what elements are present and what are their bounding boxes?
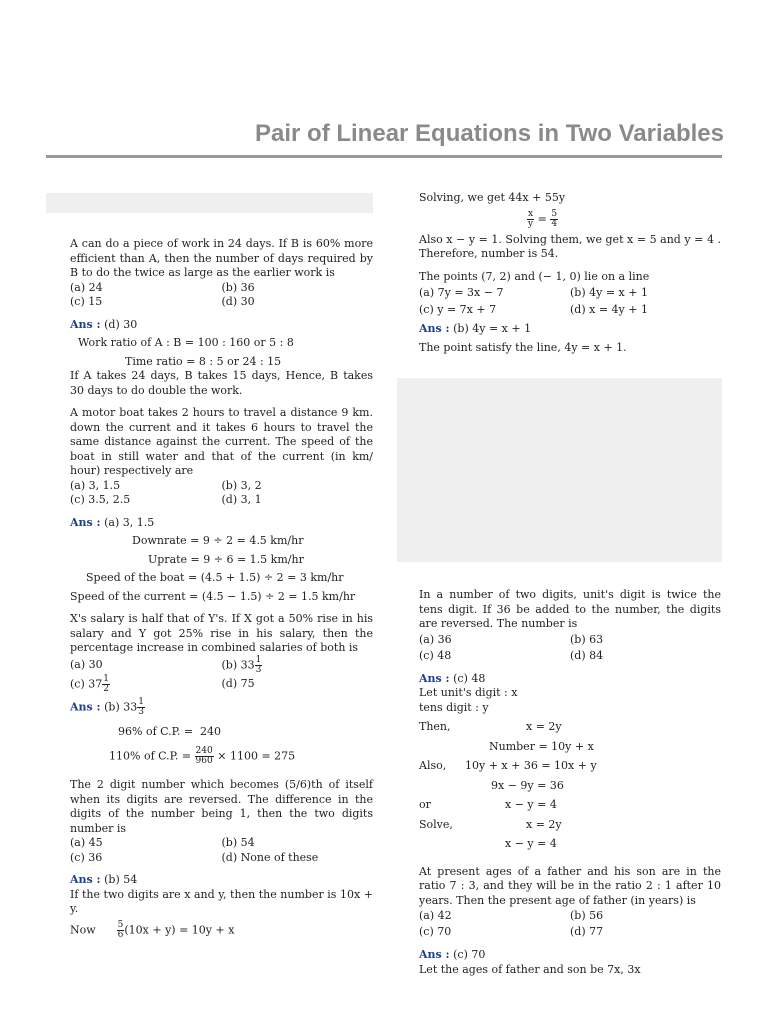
solution-line: 110% of C.P. = $\frac{240}{960}$ × 1100 = 275 xyxy=(109,746,296,766)
answer-label: Ans : xyxy=(419,948,450,961)
option-b: (b) 33 $\frac{1}{3}$ xyxy=(221,654,262,675)
solution-line: The point satisfy the line, 4y = x + 1. xyxy=(419,340,627,354)
option-d: (d) 77 xyxy=(570,925,604,938)
solution-line: Let unit's digit : x xyxy=(419,686,518,699)
question-text: A motor boat takes 2 hours to travel a distance 9 km. down the current and it takes 6 hours to travel the same distance against the current. The speed of the boat in still water and that of the current (in km/ hour) respectively are xyxy=(70,406,373,477)
answer-label: Ans : xyxy=(70,873,101,886)
option-a: (a) 45 xyxy=(70,836,103,849)
equation-row: or x − y = 4 xyxy=(419,798,557,811)
option-b: (b) 4y = x + 1 xyxy=(570,286,648,299)
option-a: (a) 24 xyxy=(70,280,103,294)
answer-value: (b) 33 xyxy=(104,700,138,713)
answer-value: (b) 54 xyxy=(104,873,138,886)
answer-label: Ans : xyxy=(70,515,101,529)
answer xyxy=(70,873,373,888)
question-4 xyxy=(70,778,373,940)
title-rule xyxy=(46,155,722,158)
solution-line: Also x − y = 1. Solving them, we get x = 5 and y = 4 . Therefore, number is 54. xyxy=(419,232,721,260)
answer-value: (c) 48 xyxy=(453,671,486,685)
answer-value: (d) 30 xyxy=(104,317,138,331)
question-text: The 2 digit number which becomes (5/6)th of itself when its digits are reversed. The difference in the digits of the number being 1, then the two digits number is xyxy=(70,778,373,835)
question-7 xyxy=(419,865,721,978)
option-d: (d) 3, 1 xyxy=(221,493,262,506)
answer-label: Ans : xyxy=(419,322,450,335)
equation-row: Number = 10y + x xyxy=(489,739,594,753)
fraction: $\frac{240}{960}$ xyxy=(195,746,213,766)
question-6 xyxy=(419,588,721,852)
solution-line: 96% of C.P. = 240 xyxy=(118,724,222,738)
solution-line: Let the ages of father and son be 7x, 3x xyxy=(419,962,641,976)
question-text: The points (7, 2) and (− 1, 0) lie on a line xyxy=(419,269,650,283)
option-d: (d) 84 xyxy=(570,648,604,662)
fraction: $\frac{x}{y}$ xyxy=(528,208,534,229)
continued-solution xyxy=(419,191,721,262)
solution-line: If the two digits are x and y, then the number is 10x + y. xyxy=(70,887,373,915)
options xyxy=(70,479,373,508)
option-b: (b) 56 xyxy=(570,909,604,922)
solution-line: Downrate = 9 ÷ 2 = 4.5 km/hr xyxy=(132,534,304,547)
fraction: $\frac{5}{6}$ xyxy=(117,919,124,940)
chapter-title: Pair of Linear Equations in Two Variables xyxy=(255,120,724,147)
option-d: (d) 30 xyxy=(221,295,255,308)
option-a: (a) 3, 1.5 xyxy=(70,478,121,492)
option-c: (c) 36 xyxy=(70,850,103,864)
option-c: (c) 37 $\frac{1}{2}$ xyxy=(70,673,109,694)
question-1 xyxy=(70,237,373,398)
options xyxy=(70,836,373,865)
answer-label: Ans : xyxy=(70,700,101,713)
equation-row: Solve, x = 2y xyxy=(419,817,562,831)
gray-panel-right xyxy=(397,378,722,562)
option-c: (c) 70 xyxy=(419,925,452,938)
right-column-top xyxy=(419,191,721,355)
question-2 xyxy=(70,406,373,604)
options xyxy=(70,281,373,310)
option-d: (d) 75 xyxy=(221,676,255,690)
solution-line: Solving, we get 44x + 55y xyxy=(419,191,566,204)
option-c: (c) 48 xyxy=(419,648,452,662)
solution-line: Work ratio of A : B = 100 : 160 or 5 : 8 xyxy=(78,336,294,349)
answer-value: (c) 70 xyxy=(453,948,486,961)
solution-line: Speed of the boat = (4.5 + 1.5) ÷ 2 = 3 km/hr xyxy=(86,571,344,584)
equation-row: 9x − 9y = 36 xyxy=(491,778,564,792)
option-a: (a) 30 xyxy=(70,657,103,671)
fraction: $\frac{5}{4}$ xyxy=(551,208,558,229)
answer xyxy=(70,516,373,531)
option-b: (b) 54 xyxy=(221,836,255,849)
answer-value: (a) 3, 1.5 xyxy=(104,515,155,529)
answer-label: Ans : xyxy=(70,317,101,331)
answer xyxy=(70,698,373,717)
solution-line: Time ratio = 8 : 5 or 24 : 15 xyxy=(125,354,282,368)
question-5 xyxy=(419,270,721,356)
solution-line: Speed of the current = (4.5 − 1.5) ÷ 2 = 1.5 km/hr xyxy=(70,589,356,603)
left-column xyxy=(70,237,373,940)
fraction: $\frac{1}{2}$ xyxy=(103,673,109,694)
solution-line: $\frac{x}{y}$ = $\frac{5}{4}$ xyxy=(528,208,558,229)
question-text: X's salary is half that of Y's. If X got a 50% rise in his salary and Y got 25% rise in his salary, then the percentage increase in combined salaries of both is xyxy=(70,612,373,654)
equation-row: Also, 10y + x + 36 = 10x + y xyxy=(419,759,597,772)
right-column-bottom xyxy=(419,588,721,977)
options xyxy=(70,656,373,694)
option-c: (c) 15 xyxy=(70,295,103,308)
question-text: At present ages of a father and his son are in the ratio 7 : 3, and they will be in the ratio 2 : 1 after 10 years. Then the present age of father (in years) is xyxy=(419,864,721,907)
answer xyxy=(70,318,373,333)
option-a: (a) 7y = 3x − 7 xyxy=(419,286,504,299)
answer xyxy=(419,948,721,963)
options xyxy=(419,632,721,664)
option-b: (b) 63 xyxy=(570,632,604,646)
equation-row: Then, x = 2y xyxy=(419,720,562,733)
option-d: (d) x = 4y + 1 xyxy=(570,303,648,316)
gray-banner-left xyxy=(46,193,373,213)
question-text: A can do a piece of work in 24 days. If B is 60% more efficient than A, then the number of days required by B to do the twice as large as the earlier work is xyxy=(70,237,373,279)
option-b: (b) 36 xyxy=(221,280,255,294)
option-a: (a) 42 xyxy=(419,909,452,922)
answer xyxy=(419,672,721,687)
question-text: In a number of two digits, unit's digit is twice the tens digit. If 36 be added to the number, the digits are reversed. The number is xyxy=(419,588,721,630)
solution-line: Now $\frac{5}{6}$ (10x + y) = 10y + x xyxy=(70,919,235,940)
answer xyxy=(419,322,721,337)
fraction: $\frac{1}{3}$ xyxy=(255,654,262,675)
answer-label: Ans : xyxy=(419,671,450,685)
solution-line: tens digit : y xyxy=(419,700,489,714)
options xyxy=(419,908,721,940)
solution-line: Uprate = 9 ÷ 6 = 1.5 km/hr xyxy=(148,552,304,566)
option-c: (c) 3.5, 2.5 xyxy=(70,493,131,506)
option-d: (d) None of these xyxy=(221,850,319,864)
question-3 xyxy=(70,612,373,766)
option-b: (b) 3, 2 xyxy=(221,478,262,492)
option-a: (a) 36 xyxy=(419,632,452,646)
equation-row: x − y = 4 xyxy=(505,837,557,850)
solution-line: If A takes 24 days, B takes 15 days, Hence, B takes 30 days to do double the work. xyxy=(70,369,373,397)
answer-value: (b) 4y = x + 1 xyxy=(453,322,532,335)
options xyxy=(419,284,721,318)
fraction: $\frac{1}{3}$ xyxy=(138,696,144,717)
option-c: (c) y = 7x + 7 xyxy=(419,303,497,316)
